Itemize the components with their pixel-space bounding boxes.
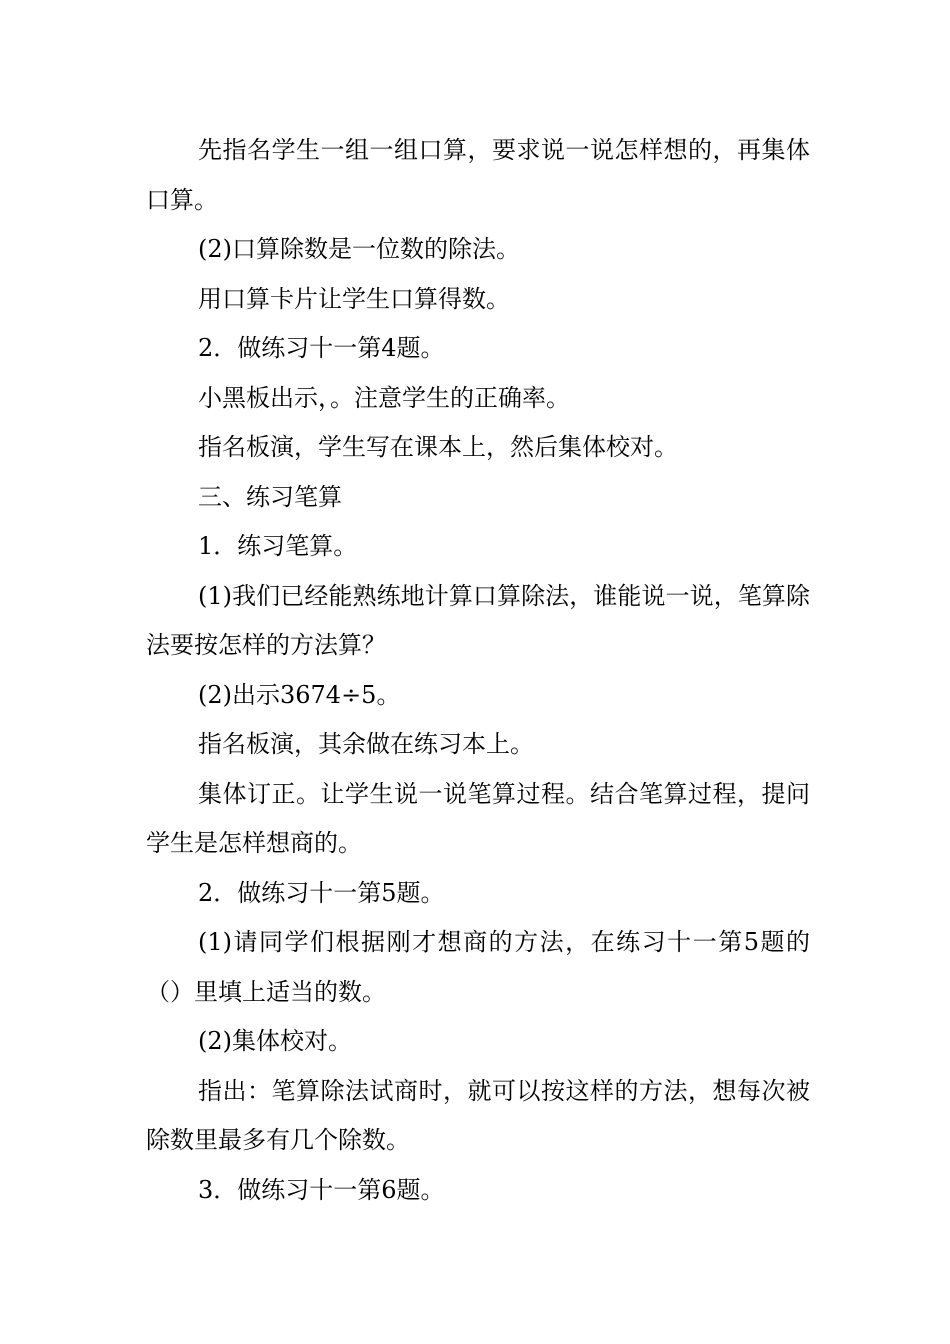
- paragraph-10: (2)出示3674÷5。: [198, 680, 401, 709]
- paragraph-17: 3．做练习十一第6题。: [198, 1175, 445, 1204]
- paragraph-8: 1．练习笔算。: [198, 532, 358, 560]
- paragraph-5: 小黑板出示，。注意学生的正确率。: [198, 383, 570, 412]
- paragraph-14: (1)请同学们根据刚才想商的方法，在练习十一第5题的（）里填上适当的数。: [146, 928, 810, 1006]
- paragraph-11: 指名板演，其余做在练习本上。: [198, 730, 534, 758]
- paragraph-6: 指名板演，学生写在课本上，然后集体校对。: [198, 433, 678, 461]
- paragraph-4: 2．做练习十一第4题。: [198, 334, 445, 362]
- paragraph-12: 集体订正。让学生说一说笔算过程。结合笔算过程，提问学生是怎样想商的。: [146, 779, 810, 857]
- paragraph-1: 先指名学生一组一组口算，要求说一说怎样想的，再集体口算。: [146, 136, 810, 214]
- paragraph-13: 2．做练习十一第5题。: [198, 878, 445, 907]
- paragraph-3: 用口算卡片让学生口算得数。: [198, 284, 510, 313]
- paragraph-15: (2)集体校对。: [198, 1027, 352, 1055]
- section-heading: 三、练习笔算: [198, 482, 342, 511]
- paragraph-2: (2)口算除数是一位数的除法。: [198, 235, 520, 263]
- paragraph-9: (1)我们已经能熟练地计算口算除法，谁能说一说，笔算除法要按怎样的方法算？: [146, 581, 810, 659]
- paragraph-16: 指出：笔算除法试商时，就可以按这样的方法，想每次被除数里最多有几个除数。: [146, 1076, 810, 1154]
- document-body: [146, 126, 810, 1215]
